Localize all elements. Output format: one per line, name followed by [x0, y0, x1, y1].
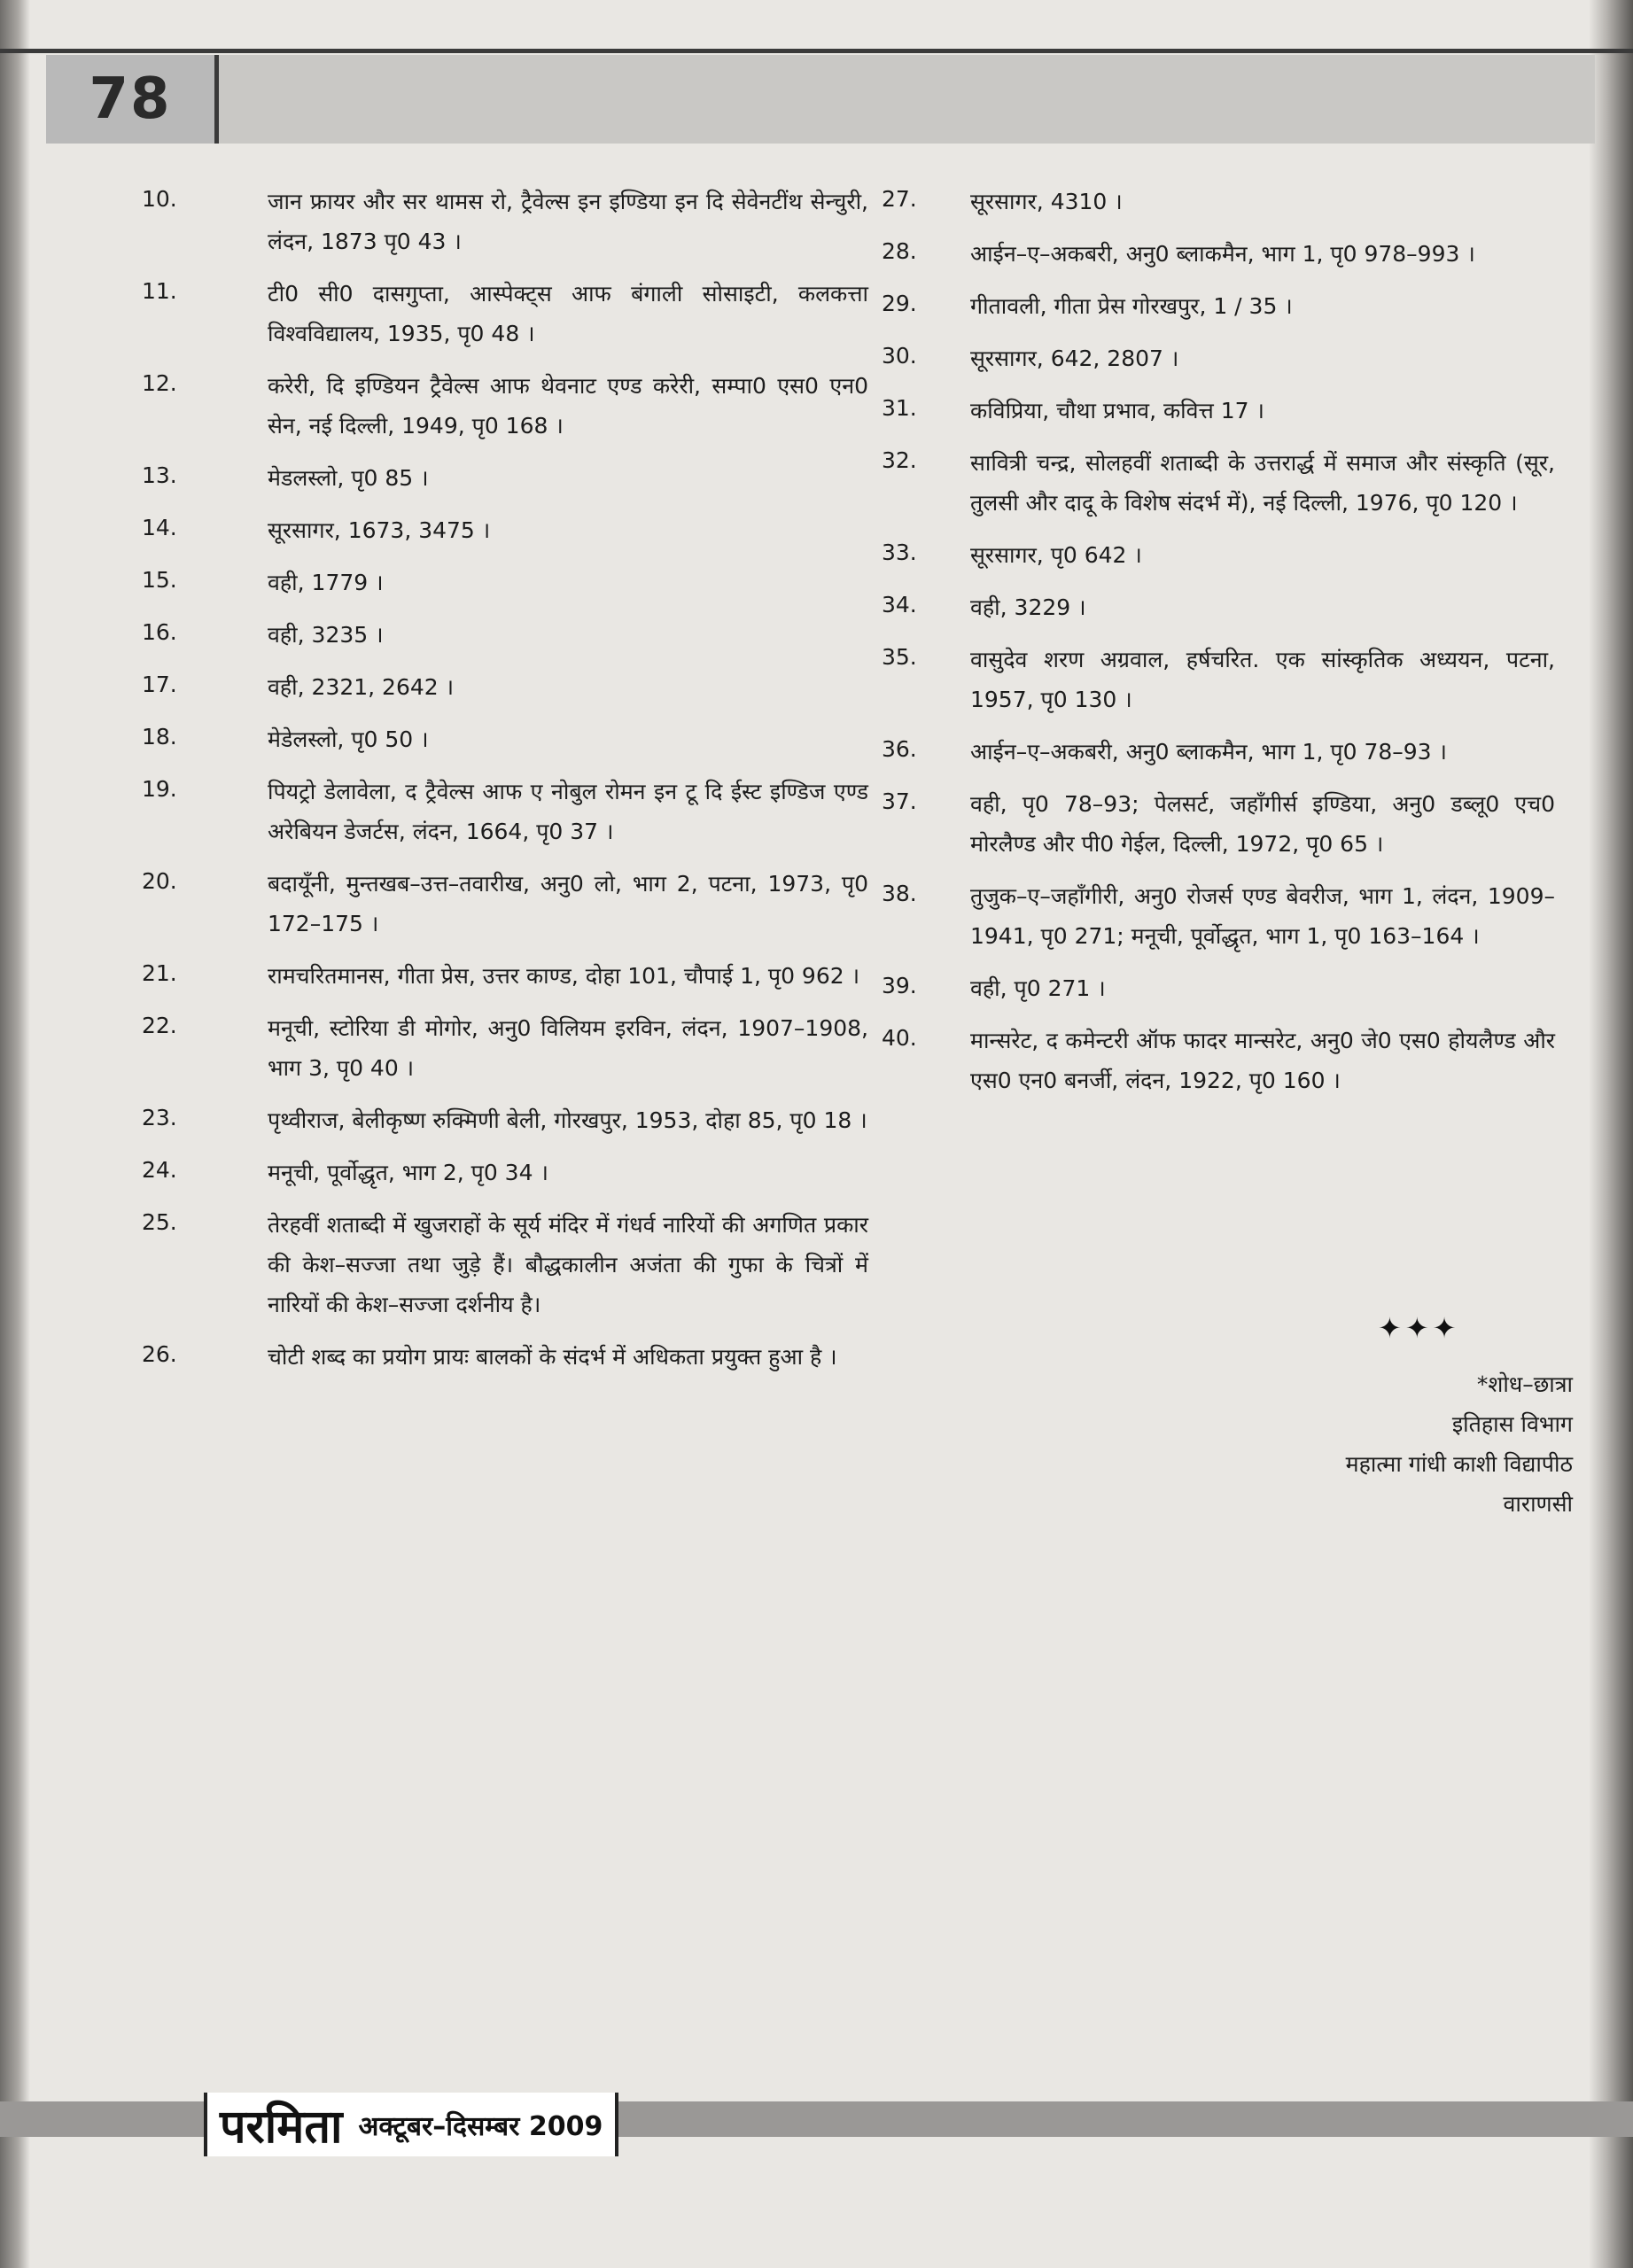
reference-item [882, 876, 1555, 956]
reference-text: आईन–ए–अकबरी, अनु0 ब्लाकमैन, भाग 1, पृ0 978–993 । [970, 241, 1475, 267]
reference-item [882, 968, 1555, 1008]
header-rule [0, 49, 1633, 53]
reference-number: 23. [142, 1105, 177, 1130]
reference-item [142, 1008, 868, 1088]
reference-number: 26. [142, 1341, 177, 1367]
section-separator: ✦✦✦ [1378, 1311, 1460, 1345]
page-edge-shadow-right [1589, 0, 1633, 2268]
reference-item [142, 956, 868, 996]
reference-number: 33. [882, 540, 917, 565]
page-number: 78 [89, 66, 172, 132]
reference-text: वही, 2321, 2642 । [268, 674, 455, 700]
reference-number: 24. [142, 1157, 177, 1183]
reference-item [882, 338, 1555, 378]
reference-number: 11. [142, 278, 177, 304]
reference-text: बदायूँनी, मुन्तखब–उत्त–तवारीख, अनु0 लो, भाग 2, पटना, 1973, पृ0 172–175 । [268, 871, 868, 936]
reference-item [882, 784, 1555, 864]
header-bar [219, 55, 1595, 144]
reference-item [882, 535, 1555, 575]
reference-item [142, 563, 868, 602]
reference-text: वही, 3229 । [970, 594, 1086, 620]
reference-text: रामचरितमानस, गीता प्रेस, उत्तर काण्ड, दोहा 101, चौपाई 1, पृ0 962 । [268, 963, 860, 989]
reference-text: मेडेलस्लो, पृ0 50 । [268, 726, 429, 752]
reference-item [142, 1337, 868, 1377]
reference-text: सावित्री चन्द्र, सोलहवीं शताब्दी के उत्तरार्द्ध में समाज और संस्कृति (सूर, तुलसी और दादू के विशेष संदर्भ में), नई दिल्ली, 1976, पृ0 120 । [970, 450, 1555, 516]
reference-number: 40. [882, 1025, 917, 1051]
reference-text: करेरी, दि इण्डियन ट्रैवेल्स आफ थेवनाट एण्ड करेरी, सम्पा0 एस0 एन0 सेन, नई दिल्ली, 1949, पृ0 168 । [268, 373, 868, 439]
reference-number: 32. [882, 447, 917, 473]
reference-number: 10. [142, 186, 177, 212]
reference-text: मेडलस्लो, पृ0 85 । [268, 465, 429, 491]
author-city: वाराणसी [1503, 1491, 1573, 1517]
reference-text: वही, पृ0 271 । [970, 975, 1106, 1001]
reference-item [142, 274, 868, 353]
reference-text: वही, 1779 । [268, 570, 384, 595]
reference-text: वही, पृ0 78–93; पेलसर्ट, जहाँगीर्स इण्डिया, अनु0 डब्लू0 एच0 मोरलैण्ड और पी0 गेईल, दिल्ली, 1972, पृ0 65 । [970, 791, 1555, 857]
reference-text: सूरसागर, 1673, 3475 । [268, 517, 491, 543]
author-university: महात्मा गांधी काशी विद्यापीठ [1345, 1451, 1573, 1477]
reference-item [882, 640, 1555, 719]
reference-number: 13. [142, 462, 177, 488]
reference-number: 37. [882, 788, 917, 814]
reference-item [882, 286, 1555, 326]
reference-item [882, 1021, 1555, 1100]
reference-text: तेरहवीं शताब्दी में खुजराहों के सूर्य मंदिर में गंधर्व नारियों की अगणित प्रकार की केश–सज्जा तथा जुड़े हैं। बौद्धकालीन अजंता की गुफा के चित्रों में नारियों की केश–सज्जा दर्शनीय है। [268, 1212, 868, 1317]
reference-item [882, 587, 1555, 627]
page-edge-shadow-left [0, 0, 30, 2268]
reference-text: मनूची, पूर्वोद्धृत, भाग 2, पृ0 34 । [268, 1160, 548, 1185]
reference-number: 19. [142, 776, 177, 802]
reference-item [142, 864, 868, 944]
reference-item [142, 182, 868, 261]
reference-text: सूरसागर, 642, 2807 । [970, 346, 1179, 371]
author-department: इतिहास विभाग [1451, 1411, 1573, 1437]
reference-item [142, 667, 868, 707]
reference-item [142, 1153, 868, 1192]
reference-number: 35. [882, 644, 917, 670]
reference-number: 36. [882, 736, 917, 762]
reference-item [882, 182, 1555, 221]
reference-text: सूरसागर, पृ0 642 । [970, 542, 1142, 568]
reference-number: 22. [142, 1013, 177, 1038]
reference-item [882, 391, 1555, 431]
reference-item [142, 719, 868, 759]
reference-number: 30. [882, 343, 917, 369]
reference-number: 12. [142, 370, 177, 396]
reference-text: वासुदेव शरण अग्रवाल, हर्षचरित. एक सांस्कृतिक अध्ययन, पटना, 1957, पृ0 130 । [970, 647, 1555, 712]
reference-text: तुजुक–ए–जहाँगीरी, अनु0 रोजर्स एण्ड बेवरीज, भाग 1, लंदन, 1909–1941, पृ0 271; मनूची, पूर्वोद्धृत, भाग 1, पृ0 163–164 । [970, 883, 1555, 949]
reference-text: मनूची, स्टोरिया डी मोगोर, अनु0 विलियम इरविन, लंदन, 1907–1908, भाग 3, पृ0 40 । [268, 1015, 868, 1081]
reference-item [142, 366, 868, 446]
footer-journal-tag [204, 2093, 618, 2156]
author-role: *शोध–छात्रा [1476, 1371, 1573, 1397]
reference-item [882, 732, 1555, 772]
reference-item [142, 458, 868, 498]
reference-text: चोटी शब्द का प्रयोग प्रायः बालकों के संदर्भ में अधिकता प्रयुक्त हुआ है । [268, 1344, 837, 1370]
reference-number: 14. [142, 515, 177, 540]
reference-item [882, 234, 1555, 274]
reference-item [142, 510, 868, 550]
reference-number: 18. [142, 724, 177, 750]
reference-text: जान फ्रायर और सर थामस रो, ट्रैवेल्स इन इण्डिया इन दि सेवेनटींथ सेन्चुरी, लंदन, 1873 पृ0 43 । [268, 189, 868, 254]
reference-item [142, 1100, 868, 1140]
reference-number: 20. [142, 868, 177, 894]
reference-number: 34. [882, 592, 917, 617]
reference-number: 29. [882, 291, 917, 316]
references-left-column [142, 182, 868, 1389]
reference-number: 16. [142, 619, 177, 645]
reference-number: 39. [882, 973, 917, 998]
reference-number: 28. [882, 238, 917, 264]
author-block [1152, 1364, 1573, 1524]
reference-item [142, 1205, 868, 1324]
reference-number: 21. [142, 960, 177, 986]
reference-item [142, 615, 868, 655]
reference-text: टी0 सी0 दासगुप्ता, आस्पेक्ट्स आफ बंगाली सोसाइटी, कलकत्ता विश्वविद्यालय, 1935, पृ0 48 । [268, 281, 868, 346]
reference-number: 31. [882, 395, 917, 421]
reference-text: पृथ्वीराज, बेलीकृष्ण रुक्मिणी बेली, गोरखपुर, 1953, दोहा 85, पृ0 18 । [268, 1107, 867, 1133]
reference-text: सूरसागर, 4310 । [970, 189, 1123, 214]
reference-text: मान्सरेट, द कमेन्टरी ऑफ फादर मान्सरेट, अनु0 जे0 एस0 होयलैण्ड और एस0 एन0 बनर्जी, लंदन, 1922, पृ0 160 । [970, 1028, 1555, 1093]
reference-text: गीतावली, गीता प्रेस गोरखपुर, 1 / 35 । [970, 293, 1293, 319]
reference-item [882, 443, 1555, 523]
reference-number: 27. [882, 186, 917, 212]
reference-item [142, 772, 868, 851]
journal-title: परमिता [220, 2100, 343, 2154]
page-number-box [46, 55, 219, 144]
reference-text: आईन–ए–अकबरी, अनु0 ब्लाकमैन, भाग 1, पृ0 78–93 । [970, 739, 1448, 765]
reference-number: 38. [882, 881, 917, 906]
reference-number: 15. [142, 567, 177, 593]
references-right-column [882, 182, 1555, 1113]
reference-number: 25. [142, 1209, 177, 1235]
reference-number: 17. [142, 672, 177, 697]
issue-date: अक्टूबर–दिसम्बर 2009 [358, 2110, 603, 2142]
reference-text: वही, 3235 । [268, 622, 384, 648]
reference-text: कविप्रिया, चौथा प्रभाव, कवित्त 17 । [970, 398, 1264, 423]
reference-text: पियट्रो डेलावेला, द ट्रैवेल्स आफ ए नोबुल रोमन इन टू दि ईस्ट इण्डिज एण्ड अरेबियन डेजर्टस, लंदन, 1664, पृ0 37 । [268, 779, 868, 844]
